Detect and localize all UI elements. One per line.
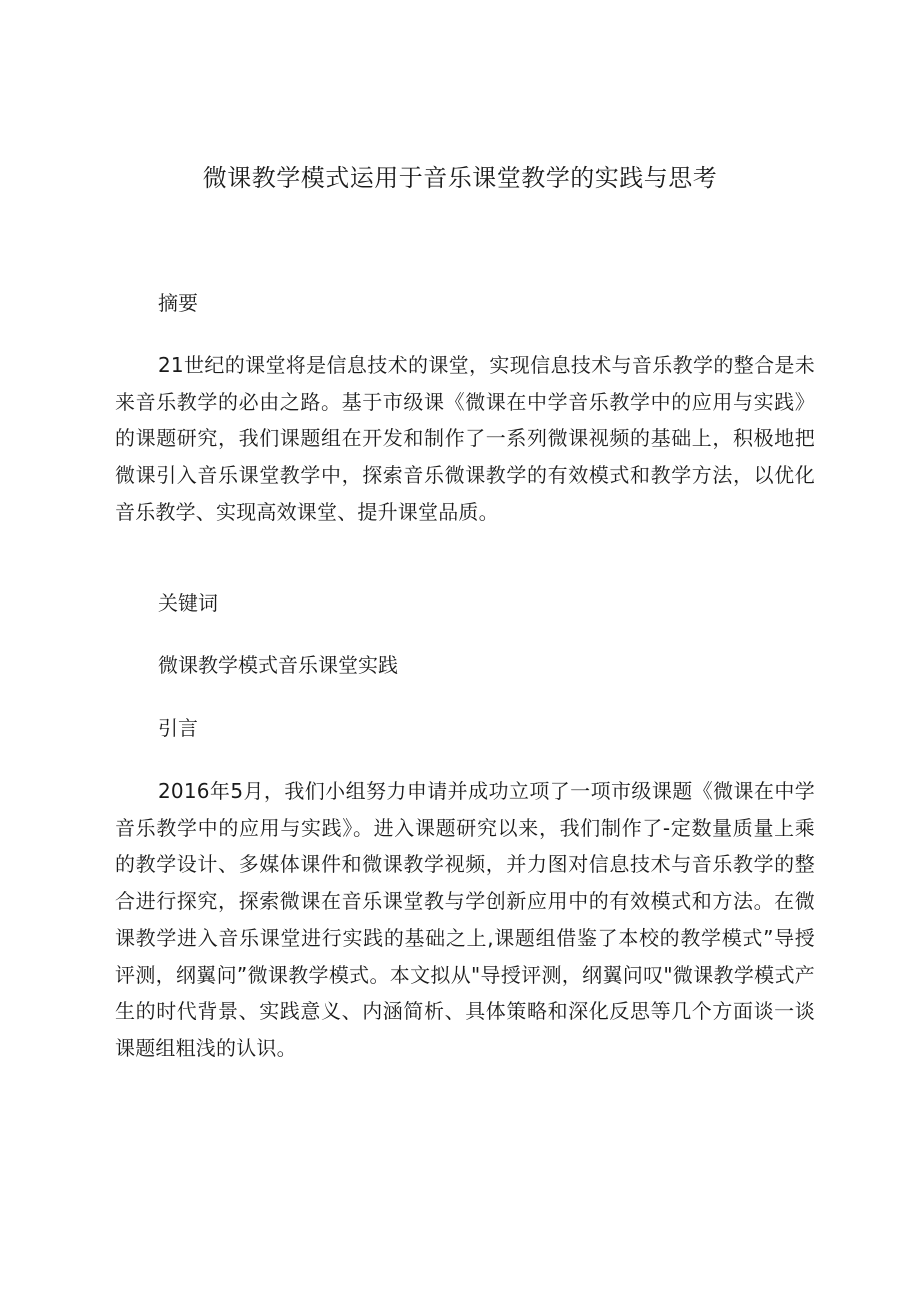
keywords-heading: 关键词 — [158, 591, 218, 615]
keywords-text: 微课教学模式音乐课堂实践 — [158, 653, 398, 677]
intro-paragraph: 2016年5月，我们小组努力申请并成功立项了一项市级课题《微课在中学音乐教学中的应用与实践》。进入课题研究以来，我们制作了-定数量质量上乘的教学设计、多媒体课件和微课教学视频，并力图对信息技术与音乐教学的整合进行探究，探索微课在音乐课堂教与学创新应用中的有效模式和方法。在微课教学进入音乐课堂进行实践的基础之上,课题组借鉴了本校的教学模式”导授评测，纲翼问”微课教学模式。本文拟从"导授评测，纲翼问叹"微课教学模式产生的时代背景、实践意义、内涵简析、具体策略和深化反思等几个方面谈一谈课题组粗浅的认识。 — [115, 779, 815, 1060]
document-title: 微课教学模式运用于音乐课堂教学的实践与思考 — [202, 164, 718, 192]
intro-heading: 引言 — [158, 716, 198, 740]
abstract-paragraph: 21世纪的课堂将是信息技术的课堂，实现信息技术与音乐教学的整合是未来音乐教学的必由之路。基于市级课《微课在中学音乐教学中的应用与实践》的课题研究，我们课题组在开发和制作了一系列微课视频的基础上，积极地把微课引入音乐课堂教学中，探索音乐微课教学的有效模式和教学方法，以优化音乐教学、实现高效课堂、提升课堂品质。 — [115, 353, 815, 524]
abstract-heading: 摘要 — [158, 291, 198, 315]
